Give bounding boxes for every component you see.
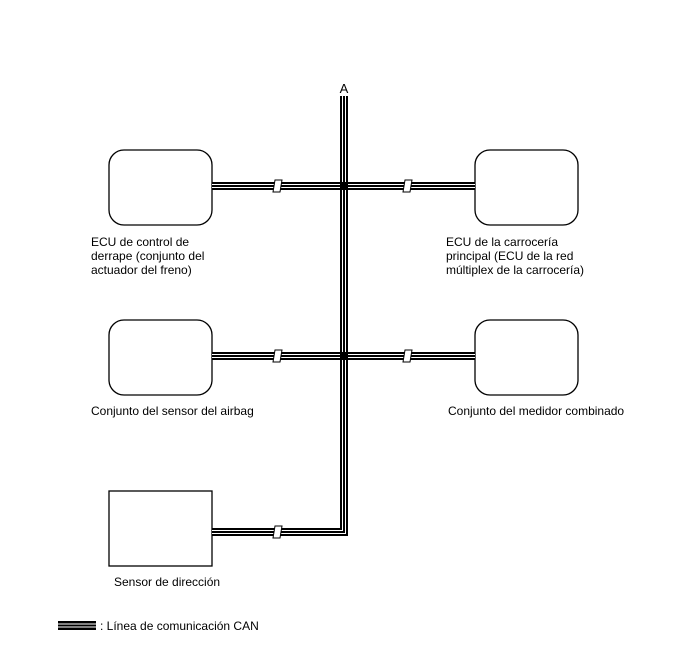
airbag-sensor-label: Conjunto del sensor del airbag [91,404,254,418]
airbag-sensor-box [109,320,212,395]
steering-sensor-label: Sensor de dirección [114,575,221,589]
junction-node-upper [340,182,348,190]
bus-label: A [339,81,349,96]
combination-meter-box [475,320,578,395]
junction-node-lower [340,352,348,360]
skid-control-ecu-label: ECU de control de derrape (conjunto del actuador del freno) [91,235,205,277]
can-bus-lines [212,96,475,532]
main-body-ecu-box [475,150,578,225]
legend-symbol [58,621,96,630]
legend-text: : Línea de comunicación CAN [100,619,259,633]
skid-control-ecu-box [109,150,212,225]
main-body-ecu-label: ECU de la carrocería principal (ECU de la red múltiplex de la carrocería) [446,235,585,277]
combination-meter-label: Conjunto del medidor combinado [448,404,625,418]
steering-sensor-box [109,491,212,566]
